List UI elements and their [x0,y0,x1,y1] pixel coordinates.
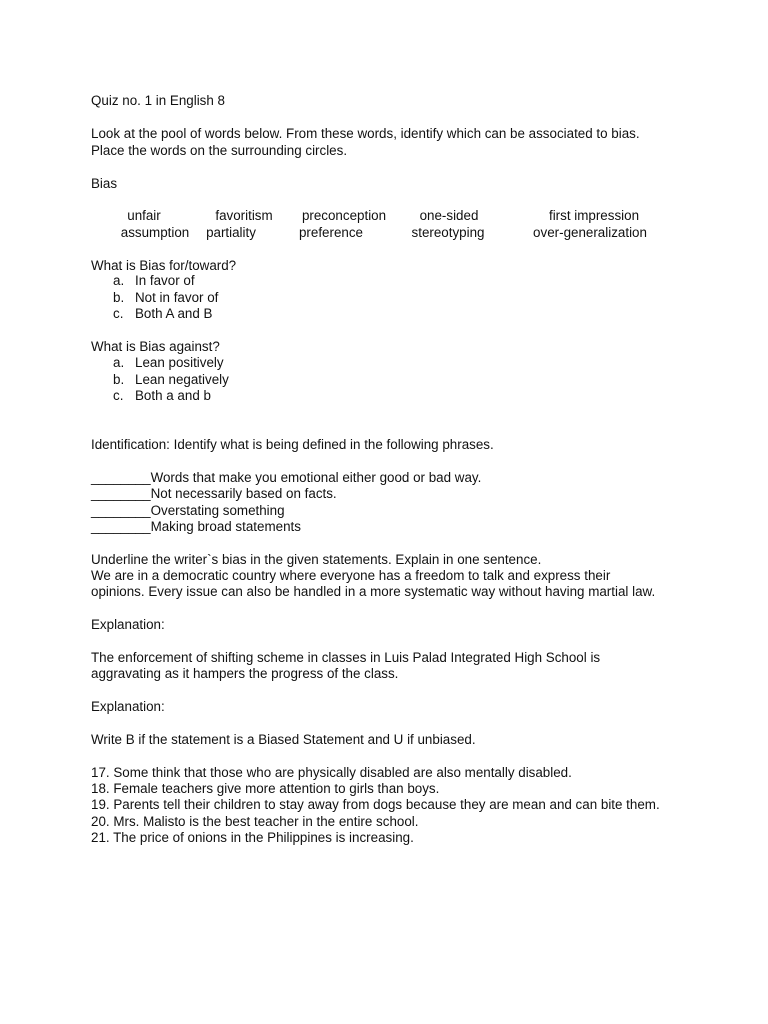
biased-item-20: 20. Mrs. Malisto is the best teacher in the entire school. [91,814,419,829]
word-unfair: unfair [127,208,161,223]
option-text: Lean positively [135,355,224,370]
question-2-prompt: What is Bias against? [91,339,220,354]
biased-item-17: 17. Some think that those who are physically disabled are also mentally disabled. [91,765,572,780]
bias-heading: Bias [91,176,118,191]
word-partiality: partiality [206,225,256,240]
statement-1-line-2: opinions. Every issue can also be handled in a more systematic way without having martial law. [91,584,656,599]
statement-2-line-2: aggravating as it hampers the progress of the class. [91,666,399,681]
underline-instruction: Underline the writer`s bias in the given statements. Explain in one sentence. [91,552,542,567]
explanation-label-2: Explanation: [91,699,165,714]
option-letter: a. [113,355,125,370]
identification-instruction: Identification: Identify what is being defined in the following phrases. [91,437,494,452]
instructions-line-2: Place the words on the surrounding circles. [91,143,348,158]
identification-item-4: ________Making broad statements [91,519,301,534]
word-preconception: preconception [301,208,387,223]
word-over-generalization: over-generalization [533,225,647,240]
biased-item-18: 18. Female teachers give more attention to girls than boys. [91,781,440,796]
option-letter: c. [113,388,124,403]
word-stereotyping: stereotyping [411,225,485,240]
identification-item-2: ________Not necessarily based on facts. [91,486,337,501]
option-text: Both a and b [135,388,211,403]
word-preference: preference [298,225,364,240]
word-favoritism: favoritism [215,208,273,223]
option-letter: b. [113,372,125,387]
biased-item-19: 19. Parents tell their children to stay away from dogs because they are mean and can bite them. [91,797,660,812]
word-one-sided: one-sided [419,208,479,223]
question-1-prompt: What is Bias for/toward? [91,258,237,273]
word-assumption: assumption [120,225,190,240]
identification-item-3: ________Overstating something [91,503,285,518]
option-letter: b. [113,290,125,305]
biased-item-21: 21. The price of onions in the Philippines is increasing. [91,830,414,845]
explanation-label-1: Explanation: [91,617,165,632]
statement-1-line-1: We are in a democratic country where everyone has a freedom to talk and express their [91,568,611,583]
option-text: In favor of [135,273,195,288]
option-letter: a. [113,273,125,288]
biased-instruction: Write B if the statement is a Biased Statement and U if unbiased. [91,732,476,747]
identification-item-1: ________Words that make you emotional either good or bad way. [91,470,482,485]
quiz-title: Quiz no. 1 in English 8 [91,93,225,108]
word-first-impression: first impression [548,208,640,223]
option-text: Both A and B [135,306,213,321]
option-text: Lean negatively [135,372,229,387]
statement-2-line-1: The enforcement of shifting scheme in classes in Luis Palad Integrated High School is [91,650,601,665]
instructions-line-1: Look at the pool of words below. From these words, identify which can be associated to bias. [91,126,640,141]
option-text: Not in favor of [135,290,219,305]
option-letter: c. [113,306,124,321]
